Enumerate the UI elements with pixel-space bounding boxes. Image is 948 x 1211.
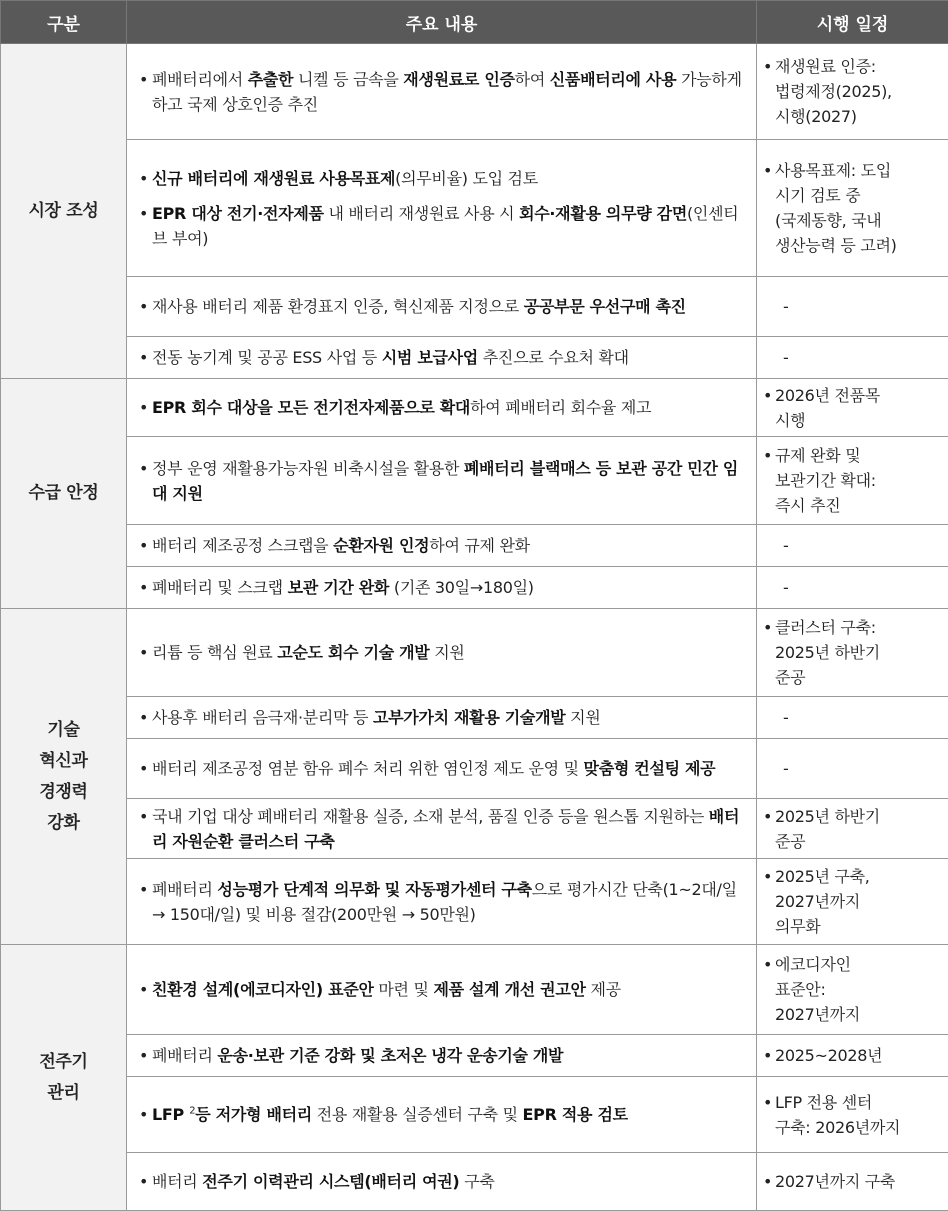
table-row [1,1153,948,1211]
header-schedule: 시행 일정 [757,1,948,44]
table-row [1,567,948,609]
content-cell: • 리튬 등 핵심 원료 고순도 회수 기술 개발 지원 [127,609,757,697]
category-tech: 기술 혁신과 경쟁력 강화 [1,609,127,945]
table-row [1,1035,948,1077]
table-row [1,945,948,1035]
table-row [1,799,948,859]
content-cell: • 친환경 설계(에코디자인) 표준안 마련 및 제품 설계 개선 권고안 제공 [127,945,757,1035]
table-row [1,44,948,140]
schedule-cell: - [757,567,948,609]
table-row [1,739,948,799]
content-cell: • 폐배터리에서 추출한 니켈 등 금속을 재생원료로 인증하여 신품배터리에 사용 가능하게 하고 국제 상호인증 추진 [127,44,757,140]
content-cell: • 재사용 배터리 제품 환경표지 인증, 혁신제품 지정으로 공공부문 우선구매 촉진 [127,277,757,337]
schedule-cell: • 2025년 구축, 2027년까지 의무화 [757,859,948,945]
content-cell: • EPR 회수 대상을 모든 전기전자제품으로 확대하여 폐배터리 회수율 제고 [127,379,757,437]
content-cell: • 폐배터리 성능평가 단계적 의무화 및 자동평가센터 구축으로 평가시간 단축(1~2대/일 → 150대/일) 및 비용 절감(200만원 → 50만원) [127,859,757,945]
schedule-cell: • 2025~2028년 [757,1035,948,1077]
schedule-cell: • 에코디자인 표준안: 2027년까지 [757,945,948,1035]
schedule-cell: - [757,525,948,567]
table-row [1,609,948,697]
table-row [1,337,948,379]
content-cell: • 신규 배터리에 재생원료 사용목표제(의무비율) 도입 검토 • EPR 대상 전기·전자제품 내 배터리 재생원료 사용 시 회수·재활용 의무량 감면(인센티브 부여) [127,140,757,277]
schedule-cell: • 2025년 하반기 준공 [757,799,948,859]
content-cell: • 국내 기업 대상 폐배터리 재활용 실증, 소재 분석, 품질 인증 등을 원스톱 지원하는 배터리 자원순환 클러스터 구축 [127,799,757,859]
category-lifecycle: 전주기 관리 [1,945,127,1211]
header-content: 주요 내용 [127,1,757,44]
table-row [1,140,948,277]
schedule-cell: • 재생원료 인증: 법령제정(2025), 시행(2027) [757,44,948,140]
schedule-cell: • 2026년 전품목 시행 [757,379,948,437]
schedule-cell: • 사용목표제: 도입 시기 검토 중 (국제동향, 국내 생산능력 등 고려) [757,140,948,277]
content-cell: • LFP $^2$등 저가형 배터리 전용 재활용 실증센터 구축 및 EPR 적용 검토 [127,1077,757,1153]
schedule-cell: • 규제 완화 및 보관기간 확대: 즉시 추진 [757,437,948,525]
table-row [1,379,948,437]
schedule-cell: - [757,739,948,799]
table-row [1,525,948,567]
content-cell: • 사용후 배터리 음극재·분리막 등 고부가가치 재활용 기술개발 지원 [127,697,757,739]
content-cell: • 배터리 제조공정 염분 함유 폐수 처리 위한 염인정 제도 운영 및 맞춤형 컨설팅 제공 [127,739,757,799]
table-row [1,697,948,739]
schedule-cell: - [757,277,948,337]
schedule-cell: - [757,337,948,379]
content-cell: • 폐배터리 및 스크랩 보관 기간 완화 (기존 30일→180일) [127,567,757,609]
schedule-cell: - [757,697,948,739]
table-row [1,1077,948,1153]
content-cell: • 정부 운영 재활용가능자원 비축시설을 활용한 폐배터리 블랙매스 등 보관 공간 민간 임대 지원 [127,437,757,525]
table-row [1,859,948,945]
category-market: 시장 조성 [1,44,127,379]
content-cell: • 전동 농기계 및 공공 ESS 사업 등 시범 보급사업 추진으로 수요처 확대 [127,337,757,379]
header-category: 구분 [1,1,127,44]
table-row [1,437,948,525]
category-supply: 수급 안정 [1,379,127,609]
table-row [1,277,948,337]
content-cell: • 폐배터리 운송·보관 기준 강화 및 초저온 냉각 운송기술 개발 [127,1035,757,1077]
content-cell: • 배터리 전주기 이력관리 시스템(배터리 여권) 구축 [127,1153,757,1211]
content-cell: • 배터리 제조공정 스크랩을 순환자원 인정하여 규제 완화 [127,525,757,567]
schedule-cell: • 클러스터 구축: 2025년 하반기 준공 [757,609,948,697]
schedule-cell: • 2027년까지 구축 [757,1153,948,1211]
schedule-cell: • LFP 전용 센터 구축: 2026년까지 [757,1077,948,1153]
header-row [1,1,948,44]
